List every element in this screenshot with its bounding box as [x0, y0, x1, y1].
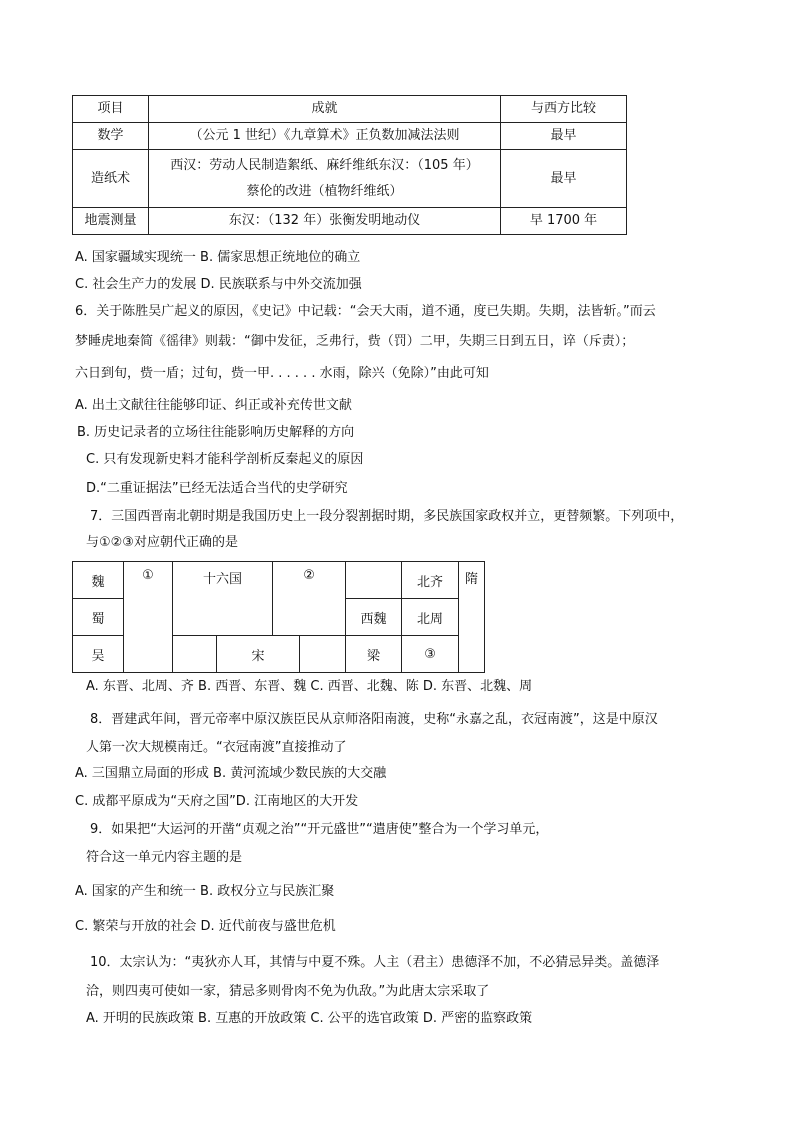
cell-blank-1: ① [124, 562, 173, 673]
cell-empty [173, 636, 217, 673]
cell-sui: 隋 [459, 562, 485, 673]
cell-item: 地震测量 [73, 208, 149, 235]
cell-blank-3: ③ [402, 636, 459, 673]
q7-options: A. 东晋、北周、齐 B. 西晋、东晋、魏 C. 西晋、北魏、陈 D. 东晋、北魏、周 [86, 679, 533, 694]
q10-stem-line1: 10．太宗认为：“夷狄亦人耳，其情与中夏不殊。人主（君主）患德泽不加，不必猜忌异类。盖德泽 [90, 955, 660, 970]
q9-options-line1: A. 国家的产生和统一 B. 政权分立与民族汇聚 [75, 884, 335, 899]
q9-stem-line2: 符合这一单元内容主题的是 [86, 850, 243, 865]
achievement-line: 蔡伦的改进（植物纤维纸） [246, 183, 403, 199]
header-cell: 项目 [73, 96, 149, 123]
q6-option-a: A. 出土文献往往能够印证、纠正或补充传世文献 [75, 398, 352, 413]
q6-stem-line1: 6．关于陈胜吴广起义的原因，《史记》中记载：“会天大雨，道不通，度已失期。失期，法皆斩。”而云 [75, 304, 656, 319]
achievement-line: 西汉：劳动人民制造絮纸、麻纤维纸东汉：（105 年） [170, 157, 479, 173]
q10-options: A. 开明的民族政策 B. 互惠的开放政策 C. 公平的选官政策 D. 严密的监察政策 [86, 1011, 533, 1026]
dynasties-table [72, 561, 485, 673]
table-row [73, 123, 627, 150]
q7-stem-line2: 与①②③对应朝代正确的是 [86, 535, 238, 550]
q9-options-line2: C. 繁荣与开放的社会 D. 近代前夜与盛世危机 [75, 919, 336, 934]
cell-compare: 最早 [501, 123, 627, 150]
cell-wei: 魏 [73, 562, 124, 599]
achievements-table [72, 95, 627, 235]
cell-wu: 吴 [73, 636, 124, 673]
cell-achievement [149, 150, 501, 208]
q8-stem-line1: 8．晋建武年间，晋元帝率中原汉族臣民从京师洛阳南渡，史称“永嘉之乱，衣冠南渡”，这是中原汉 [90, 712, 658, 727]
table-row [73, 150, 627, 208]
q7-stem-line1: 7．三国西晋南北朝时期是我国历史上一段分裂割据时期，多民族国家政权并立，更替频繁。下列项中， [90, 509, 684, 524]
q6-option-c: C. 只有发现新史料才能科学剖析反秦起义的原因 [86, 452, 364, 467]
table-row [73, 208, 627, 235]
table-header-row [73, 96, 627, 123]
q9-stem-line1: 9．如果把“大运河的开凿“贞观之治”“开元盛世”“遣唐使”整合为一个学习单元， [90, 822, 549, 837]
cell-song: 宋 [217, 636, 300, 673]
q10-stem-line2: 洽，则四夷可使如一家，猜忌多则骨肉不免为仇敌。”为此唐太宗采取了 [86, 984, 490, 999]
q8-options-line2: C. 成都平原成为“天府之国”D. 江南地区的大开发 [75, 794, 359, 809]
cell-empty [346, 562, 402, 599]
cell-shu: 蜀 [73, 599, 124, 636]
q6-stem-line2: 梦睡虎地秦简《徭律》则载：“御中发征，乏弗行，赀（罚）二甲，失期三日到五日，谇（斥责）； [75, 334, 635, 349]
cell-item: 造纸术 [73, 150, 149, 208]
cell-compare: 最早 [501, 150, 627, 208]
q5-options-line2: C. 社会生产力的发展 D. 民族联系与中外交流加强 [75, 277, 362, 292]
cell-blank-2: ② [273, 562, 346, 636]
cell-liang: 梁 [346, 636, 402, 673]
q6-stem-line3: 六日到旬，赀一盾；过旬，赀一甲. . . . . . 水雨，除兴（免除）”由此可知 [75, 366, 489, 381]
header-cell: 成就 [149, 96, 501, 123]
q6-option-b: B. 历史记录者的立场往往能影响历史解释的方向 [77, 425, 355, 440]
cell-achievement: （公元 1 世纪）《九章算术》正负数加减法法则 [149, 123, 501, 150]
cell-beizhou: 北周 [402, 599, 459, 636]
cell-beiqi: 北齐 [402, 562, 459, 599]
q5-options-line1: A. 国家疆域实现统一 B. 儒家思想正统地位的确立 [75, 250, 361, 265]
cell-xiwei: 西魏 [346, 599, 402, 636]
cell-achievement: 东汉：（132 年）张衡发明地动仪 [149, 208, 501, 235]
q8-stem-line2: 人第一次大规模南迁。“衣冠南渡”直接推动了 [86, 740, 347, 755]
q6-option-d: D.“二重证据法”已经无法适合当代的史学研究 [86, 481, 348, 496]
cell-compare: 早 1700 年 [501, 208, 627, 235]
header-cell: 与西方比较 [501, 96, 627, 123]
cell-item: 数学 [73, 123, 149, 150]
cell-sixteen-kingdoms: 十六国 [173, 562, 273, 636]
cell-empty [300, 636, 346, 673]
q8-options-line1: A. 三国鼎立局面的形成 B. 黄河流域少数民族的大交融 [75, 766, 387, 781]
